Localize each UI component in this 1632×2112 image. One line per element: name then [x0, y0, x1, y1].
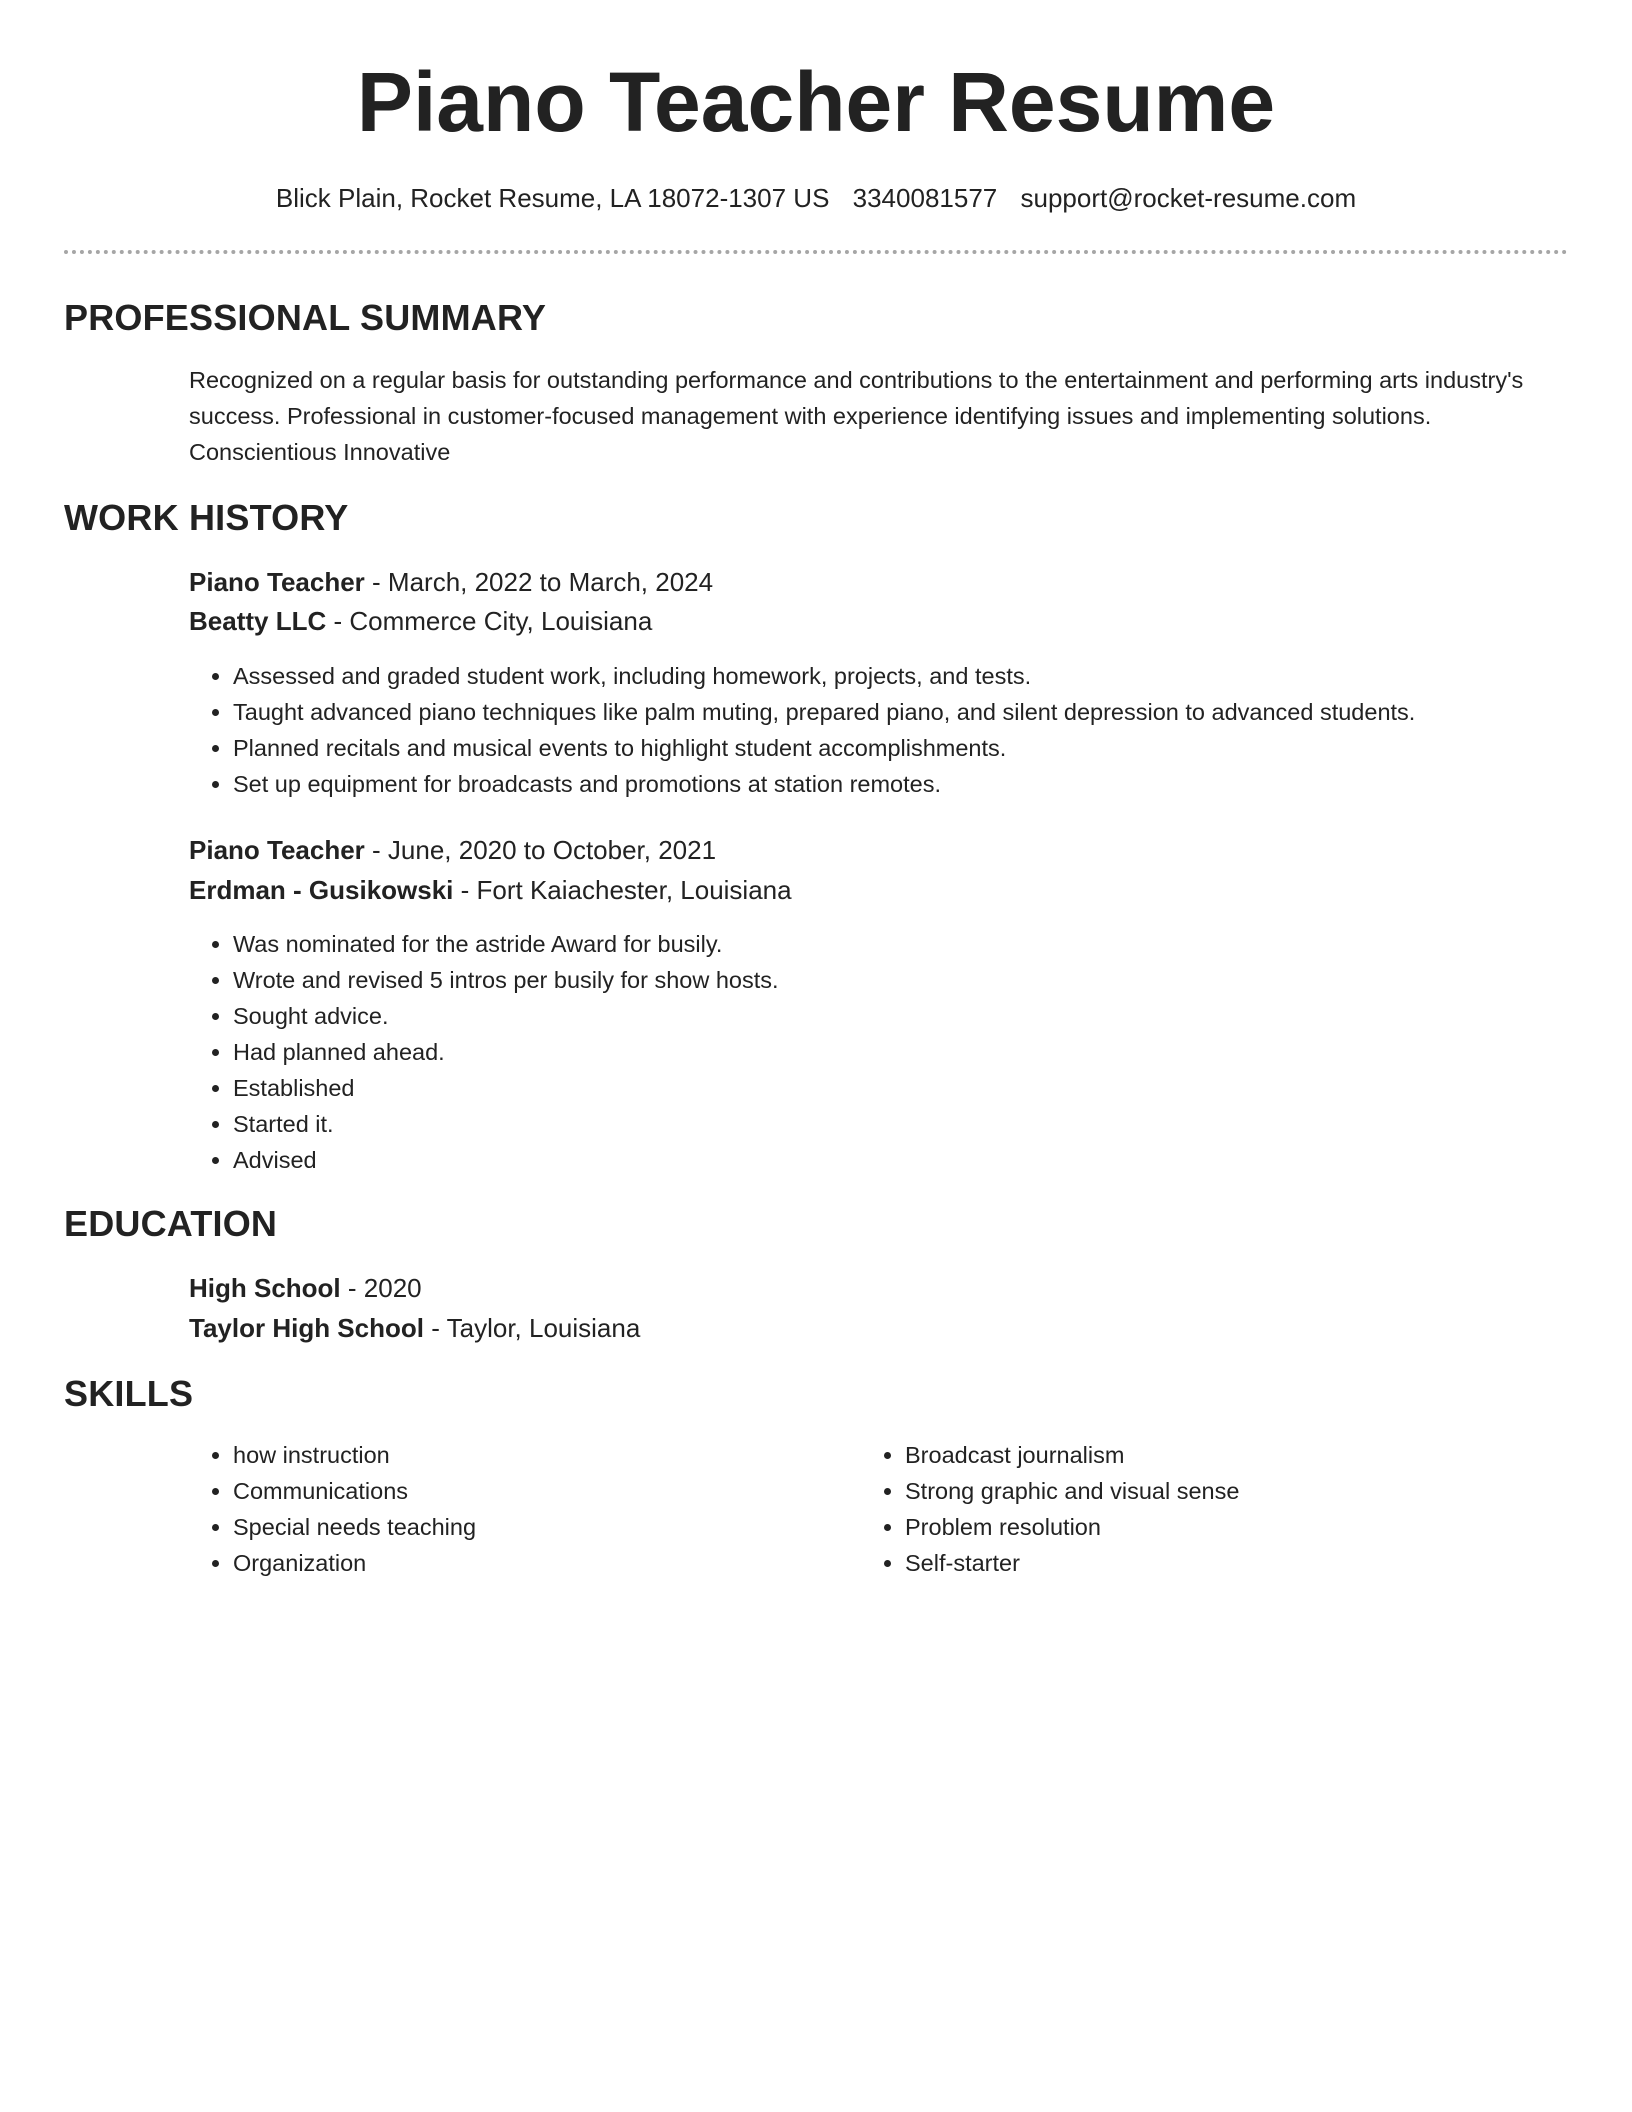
skill-item: • Organization: [233, 1545, 476, 1581]
list-item: • Had planned ahead.: [233, 1034, 779, 1070]
list-item: • Planned recitals and musical events to highlight student accomplishments.: [233, 730, 1415, 766]
job-2-bullets: [189, 926, 779, 1178]
summary-heading: PROFESSIONAL SUMMARY: [64, 297, 547, 338]
list-item: • Set up equipment for broadcasts and promotions at station remotes.: [233, 766, 1415, 802]
list-item: • Was nominated for the astride Award for busily.: [233, 926, 779, 962]
summary-text: Recognized on a regular basis for outstanding performance and contributions to the entertainment and performing arts industry's success. Professional in customer-focused management with experience identifying issues and implementing solutions. Conscientious Innovative: [189, 367, 1524, 465]
list-item: • Taught advanced piano techniques like palm muting, prepared piano, and silent depression to advanced students.: [233, 694, 1415, 730]
skill-item: • how instruction: [233, 1437, 476, 1473]
skill-item: • Problem resolution: [905, 1509, 1239, 1545]
education-heading: EDUCATION: [64, 1203, 278, 1244]
job-2-location: - Fort Kaiachester, Louisiana: [453, 875, 792, 905]
list-item: • Wrote and revised 5 intros per busily for show hosts.: [233, 962, 779, 998]
skill-item: • Self-starter: [905, 1545, 1239, 1581]
job-1-company: Beatty LLC: [189, 606, 327, 636]
header-divider: [64, 250, 1568, 254]
job-2-title-line: [189, 832, 716, 868]
job-1-bullets: [189, 658, 1415, 802]
skill-item: • Special needs teaching: [233, 1509, 476, 1545]
contact-address: Blick Plain, Rocket Resume, LA 18072-1307 US: [275, 183, 830, 213]
contact-phone: 3340081577: [852, 183, 998, 213]
education-school-line: [189, 1310, 640, 1346]
education-school: Taylor High School: [189, 1313, 424, 1343]
skills-list-right: [861, 1437, 1239, 1581]
skill-item: • Communications: [233, 1473, 476, 1509]
job-2-title: Piano Teacher: [189, 835, 365, 865]
list-item: • Started it.: [233, 1106, 779, 1142]
education-location: - Taylor, Louisiana: [423, 1313, 641, 1343]
skill-item: • Broadcast journalism: [905, 1437, 1239, 1473]
education-degree-line: [189, 1270, 422, 1306]
list-item: • Established: [233, 1070, 779, 1106]
work-history-heading: WORK HISTORY: [64, 497, 349, 538]
skills-list-left: [189, 1437, 476, 1581]
job-2-dates: - June, 2020 to October, 2021: [364, 835, 717, 865]
job-1-title-line: [189, 564, 713, 600]
job-1-company-line: [189, 603, 652, 639]
job-2-company-line: [189, 872, 792, 908]
skills-heading: SKILLS: [64, 1373, 194, 1414]
contact-email: support@rocket-resume.com: [1020, 183, 1357, 213]
job-1-title: Piano Teacher: [189, 567, 365, 597]
contact-info: [0, 180, 1632, 216]
skill-item: • Strong graphic and visual sense: [905, 1473, 1239, 1509]
resume-title: Piano Teacher Resume: [356, 55, 1276, 149]
job-1-dates: - March, 2022 to March, 2024: [364, 567, 714, 597]
job-1-location: - Commerce City, Louisiana: [326, 606, 653, 636]
list-item: • Assessed and graded student work, including homework, projects, and tests.: [233, 658, 1415, 694]
education-degree: High School: [189, 1273, 341, 1303]
list-item: • Advised: [233, 1142, 779, 1178]
job-2-company: Erdman - Gusikowski: [189, 875, 454, 905]
education-year: - 2020: [340, 1273, 422, 1303]
list-item: • Sought advice.: [233, 998, 779, 1034]
